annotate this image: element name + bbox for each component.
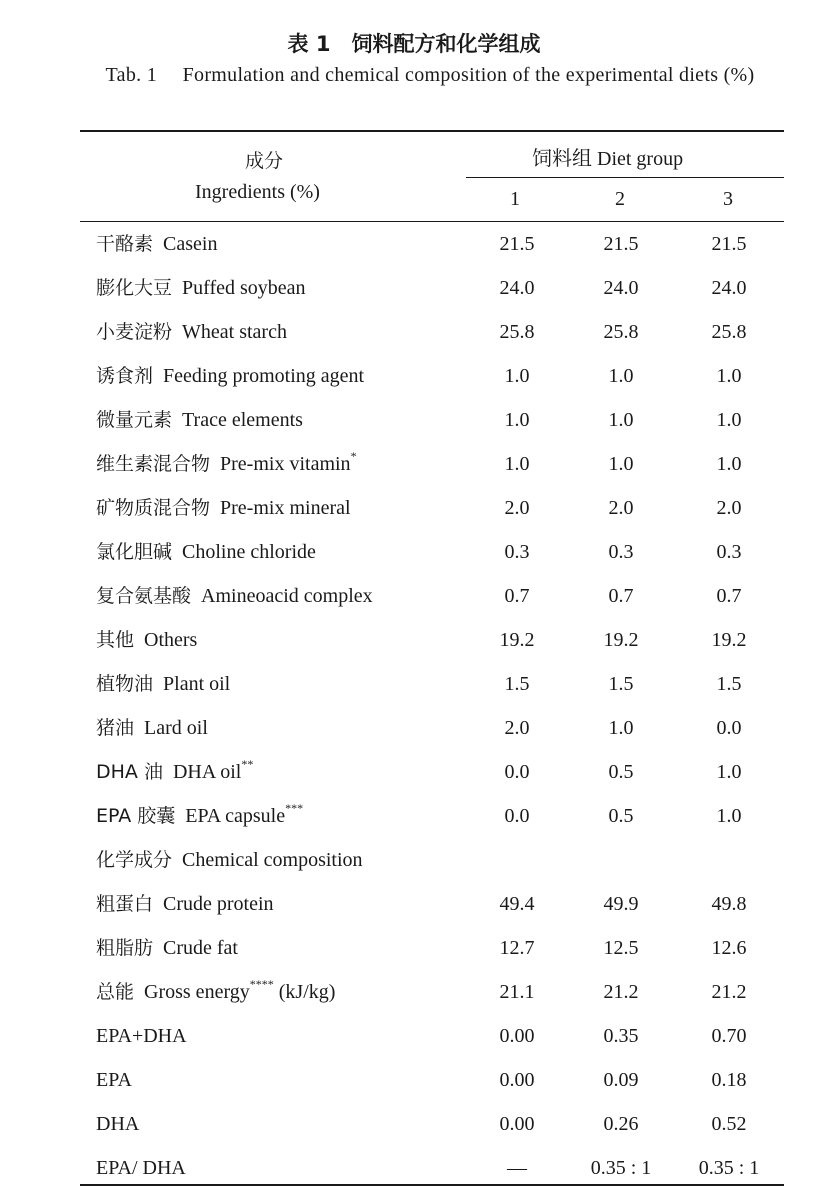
row-label-cn: EPA 胶囊 (96, 805, 176, 827)
row-label-en: DHA oil (172, 761, 242, 783)
cell-group-3: 0.35 : 1 (698, 1157, 760, 1179)
cell-group-2: 1.5 (608, 673, 634, 695)
row-label (96, 846, 363, 874)
cell-group-1: 0.3 (504, 541, 530, 563)
row-label-en: Pre-mix vitamin (220, 453, 351, 475)
table-row (0, 274, 828, 318)
cell-group-2: 1.0 (608, 453, 634, 475)
row-label-cn: 化学成分 (96, 849, 173, 871)
cell-group-1: 1.5 (504, 673, 530, 695)
table-row (0, 230, 828, 274)
cell-group-2: 19.2 (603, 629, 639, 651)
cell-group-3: 1.0 (716, 453, 742, 475)
table-row (0, 714, 828, 758)
cell-group-1: 25.8 (499, 321, 535, 343)
row-label-en: EPA/ DHA (96, 1157, 186, 1179)
header-bottom-rule (80, 221, 784, 222)
row-label (96, 714, 208, 742)
row-label (96, 978, 335, 1006)
header-group-1: 1 (510, 188, 520, 210)
cell-group-1: 0.00 (499, 1069, 535, 1091)
cell-group-2: 1.0 (608, 365, 634, 387)
row-label-cn: 维生素混合物 (96, 453, 211, 475)
cell-group-3: 1.0 (716, 365, 742, 387)
row-label (96, 230, 217, 258)
header-ingredients-en: Ingredients (%) (195, 181, 320, 203)
row-unit: (kJ/kg) (273, 981, 336, 1003)
row-label-cn: 膨化大豆 (96, 277, 173, 299)
cell-group-2: 0.7 (608, 585, 634, 607)
row-label-cn: 复合氨基酸 (96, 585, 192, 607)
group-rule (466, 177, 784, 178)
row-label (96, 670, 230, 698)
row-label-en: EPA (96, 1069, 132, 1091)
cell-group-1: 0.0 (504, 805, 530, 827)
row-label (96, 274, 306, 302)
cell-group-1: 2.0 (504, 497, 530, 519)
cell-group-1: 24.0 (499, 277, 535, 299)
cell-group-1: 19.2 (499, 629, 535, 651)
row-label-en: Crude fat (163, 937, 238, 959)
row-label-en: Plant oil (163, 673, 231, 695)
row-label-cn: 小麦淀粉 (96, 321, 173, 343)
header-ingredients-cn: 成分 (245, 150, 284, 172)
cell-group-3: 25.8 (711, 321, 747, 343)
row-label (96, 362, 364, 390)
row-label (96, 1154, 186, 1182)
row-label-cn: 其他 (96, 629, 135, 651)
cell-group-3: 21.5 (711, 233, 747, 255)
row-label-en: Casein (163, 233, 218, 255)
cell-group-3: 0.0 (716, 717, 742, 739)
cell-group-3: 0.7 (716, 585, 742, 607)
top-rule (80, 130, 784, 132)
row-label-en: Puffed soybean (182, 277, 306, 299)
row-label-cn: 植物油 (96, 673, 154, 695)
row-label (96, 450, 357, 478)
row-label-en: Pre-mix mineral (220, 497, 351, 519)
cell-group-1: 49.4 (499, 893, 535, 915)
row-label-cn: 氯化胆碱 (96, 541, 173, 563)
header-diet-group: 饲料组 Diet group (532, 148, 684, 170)
row-label (96, 1066, 132, 1094)
table-row (0, 1066, 828, 1110)
table-row (0, 670, 828, 714)
cell-group-1: 0.00 (499, 1113, 535, 1135)
cell-group-1: — (507, 1157, 527, 1179)
table-row (0, 450, 828, 494)
cell-group-3: 1.5 (716, 673, 742, 695)
cell-group-2: 0.35 : 1 (590, 1157, 652, 1179)
cell-group-3: 0.3 (716, 541, 742, 563)
table-row (0, 1022, 828, 1066)
cell-group-2: 1.0 (608, 717, 634, 739)
cell-group-3: 21.2 (711, 981, 747, 1003)
table-row (0, 538, 828, 582)
row-label-cn: 粗脂肪 (96, 937, 154, 959)
cell-group-1: 21.1 (499, 981, 535, 1003)
cell-group-3: 1.0 (716, 761, 742, 783)
row-label (96, 1110, 139, 1138)
cell-group-3: 1.0 (716, 805, 742, 827)
row-label-cn: 干酪素 (96, 233, 154, 255)
bottom-rule (80, 1184, 784, 1186)
row-label-en: Amineoacid complex (201, 585, 373, 607)
header-group-3: 3 (723, 188, 733, 210)
row-label (96, 1022, 187, 1050)
cell-group-2: 0.5 (608, 761, 634, 783)
table-row (0, 890, 828, 934)
footnote-marker: *** (285, 801, 304, 815)
row-label (96, 582, 373, 610)
cell-group-2: 0.09 (603, 1069, 639, 1091)
row-label-en: DHA (96, 1113, 140, 1135)
table-row (0, 1154, 828, 1198)
table-row (0, 318, 828, 362)
table-row (0, 934, 828, 978)
table-title-en: Tab. 1 Formulation and chemical composition of the experimental diets (%) (105, 64, 755, 86)
row-label-en: Lard oil (144, 717, 208, 739)
row-label-cn: 粗蛋白 (96, 893, 154, 915)
header-group-2: 2 (615, 188, 625, 210)
row-label-cn: 微量元素 (96, 409, 173, 431)
row-label (96, 802, 303, 830)
cell-group-1: 12.7 (499, 937, 535, 959)
row-label-en: Wheat starch (182, 321, 287, 343)
cell-group-3: 19.2 (711, 629, 747, 651)
row-label (96, 538, 316, 566)
cell-group-2: 25.8 (603, 321, 639, 343)
table-row (0, 846, 828, 890)
cell-group-1: 2.0 (504, 717, 530, 739)
table-row (0, 758, 828, 802)
cell-group-1: 0.00 (499, 1025, 535, 1047)
row-label (96, 626, 197, 654)
cell-group-2: 24.0 (603, 277, 639, 299)
row-label-en: EPA capsule (185, 805, 286, 827)
cell-group-2: 0.35 (603, 1025, 639, 1047)
table-row (0, 978, 828, 1022)
cell-group-3: 1.0 (716, 409, 742, 431)
row-label-en: Feeding promoting agent (163, 365, 365, 387)
cell-group-1: 1.0 (504, 409, 530, 431)
table-row (0, 406, 828, 450)
cell-group-2: 2.0 (608, 497, 634, 519)
row-label-cn: 猪油 (96, 717, 135, 739)
cell-group-2: 0.3 (608, 541, 634, 563)
row-label (96, 890, 274, 918)
table-row (0, 802, 828, 846)
cell-group-3: 49.8 (711, 893, 747, 915)
cell-group-1: 1.0 (504, 453, 530, 475)
footnote-marker: * (350, 449, 357, 463)
row-label-cn: DHA 油 (96, 761, 163, 783)
row-label-en: Others (144, 629, 198, 651)
cell-group-2: 21.2 (603, 981, 639, 1003)
row-label (96, 758, 253, 786)
table-title-cn: 表 1 饲料配方和化学组成 (287, 32, 541, 56)
row-label (96, 406, 303, 434)
row-label (96, 318, 287, 346)
cell-group-2: 1.0 (608, 409, 634, 431)
cell-group-2: 21.5 (603, 233, 639, 255)
footnote-marker: ** (241, 757, 254, 771)
row-label (96, 934, 238, 962)
cell-group-1: 21.5 (499, 233, 535, 255)
cell-group-2: 49.9 (603, 893, 639, 915)
table-row (0, 494, 828, 538)
cell-group-3: 0.70 (711, 1025, 747, 1047)
cell-group-3: 2.0 (716, 497, 742, 519)
table-row (0, 626, 828, 670)
row-label-cn: 总能 (96, 981, 135, 1003)
cell-group-2: 12.5 (603, 937, 639, 959)
row-label-en: EPA+DHA (96, 1025, 187, 1047)
cell-group-3: 12.6 (711, 937, 747, 959)
table-row (0, 362, 828, 406)
footnote-marker: **** (249, 977, 274, 991)
row-label-cn: 矿物质混合物 (96, 497, 211, 519)
cell-group-2: 0.26 (603, 1113, 639, 1135)
row-label (96, 494, 351, 522)
table-row (0, 582, 828, 626)
cell-group-1: 0.0 (504, 761, 530, 783)
row-label-en: Trace elements (182, 409, 303, 431)
cell-group-3: 24.0 (711, 277, 747, 299)
cell-group-1: 0.7 (504, 585, 530, 607)
cell-group-1: 1.0 (504, 365, 530, 387)
row-label-en: Crude protein (163, 893, 274, 915)
row-label-en: Choline chloride (182, 541, 316, 563)
cell-group-3: 0.52 (711, 1113, 747, 1135)
row-label-cn: 诱食剂 (96, 365, 154, 387)
cell-group-3: 0.18 (711, 1069, 747, 1091)
table-row (0, 1110, 828, 1154)
row-label-en: Gross energy (144, 981, 250, 1003)
row-label-en: Chemical composition (182, 849, 363, 871)
cell-group-2: 0.5 (608, 805, 634, 827)
